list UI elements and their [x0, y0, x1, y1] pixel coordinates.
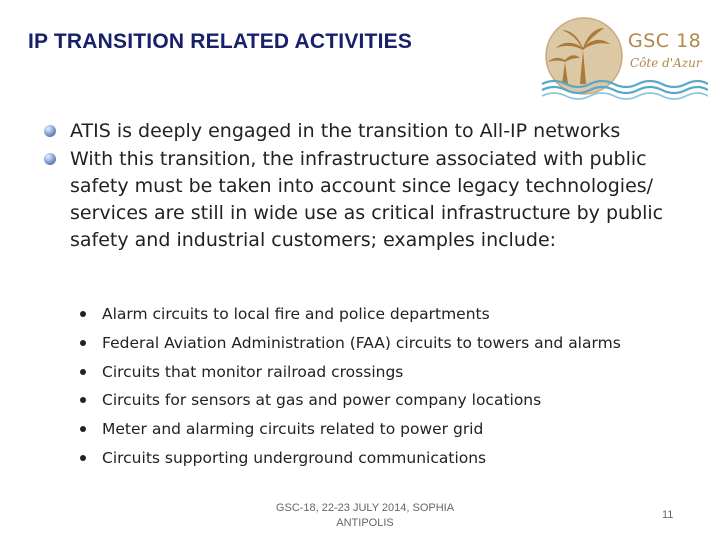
sub-bullet-list [78, 300, 698, 473]
bullet-icon [44, 125, 56, 137]
sub-bullet-item [78, 329, 698, 358]
sub-bullet-icon [80, 426, 86, 432]
sub-bullet-icon [80, 340, 86, 346]
sub-bullet-item [78, 386, 698, 415]
bullet-item [44, 118, 664, 145]
bullet-text: ATIS is deeply engaged in the transition to All-IP networks [70, 120, 621, 142]
bullet-icon [44, 153, 56, 165]
sub-bullet-icon [80, 311, 86, 317]
main-bullet-list [44, 118, 664, 255]
bullet-item [44, 146, 664, 254]
sub-bullet-icon [80, 455, 86, 461]
logo-text-gsc: GSC 18 [628, 30, 702, 52]
sub-bullet-text: Circuits supporting underground communications [102, 448, 487, 467]
sub-bullet-text: Meter and alarming circuits related to power grid [102, 420, 484, 439]
page-number: 11 [662, 509, 674, 521]
sub-bullet-icon [80, 397, 86, 403]
sub-bullet-text: Circuits for sensors at gas and power company locations [102, 391, 542, 410]
logo-text-region: Côte d'Azur [630, 56, 702, 70]
sub-bullet-item [78, 444, 698, 473]
sub-bullet-item [78, 300, 698, 329]
sub-bullet-text: Alarm circuits to local fire and police departments [102, 305, 490, 323]
slide-title: IP TRANSITION RELATED ACTIVITIES [28, 30, 413, 53]
sub-bullet-text: Circuits that monitor railroad crossings [102, 362, 404, 381]
sub-bullet-text: Federal Aviation Administration (FAA) circuits to towers and alarms [102, 333, 621, 352]
slide-footer: GSC-18, 22-23 JULY 2014, SOPHIA ANTIPOLIS [275, 502, 455, 529]
sub-bullet-item [78, 415, 698, 444]
bullet-text: With this transition, the infrastructure associated with public safety must be taken into account since legacy technologies/ services are still in wide use as critical infrastructure by public safety and industrial customers; examples include: [70, 148, 664, 251]
sub-bullet-item [78, 358, 698, 387]
gsc18-logo [540, 12, 708, 102]
sub-bullet-icon [80, 369, 86, 375]
